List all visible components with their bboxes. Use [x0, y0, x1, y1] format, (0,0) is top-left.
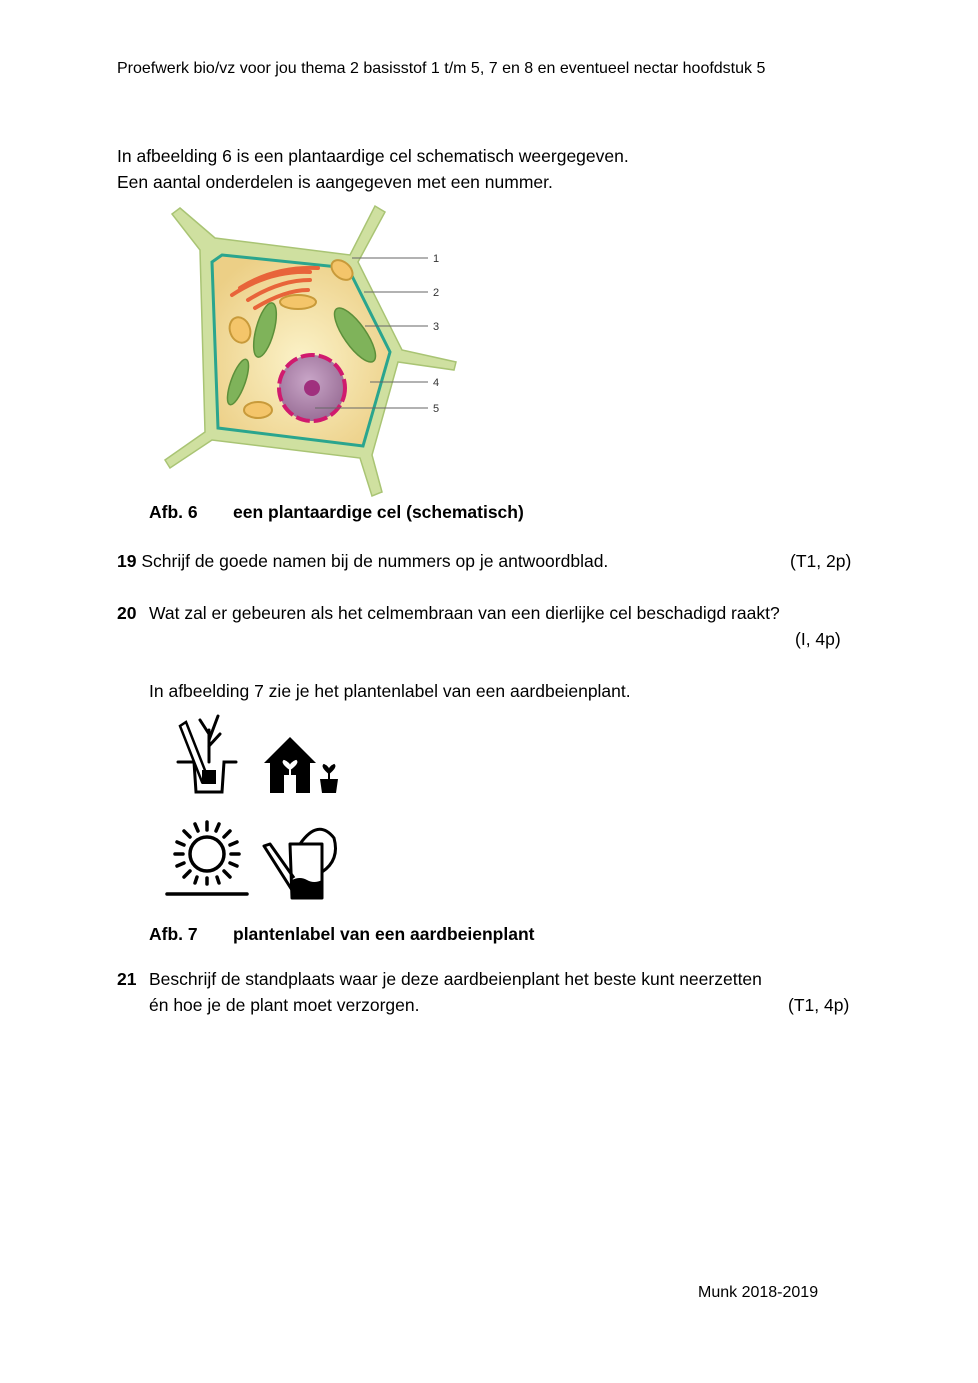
intro-line-2: Een aantal onderdelen is aangegeven met een nummer.: [117, 172, 553, 192]
figure6-title: een plantaardige cel (schematisch): [233, 502, 524, 522]
page-header: Proefwerk bio/vz voor jou thema 2 basisstof 1 t/m 5, 7 en 8 en eventueel nectar hoofdstuk 5: [117, 60, 766, 77]
question-20-text: Wat zal er gebeuren als het celmembraan van een dierlijke cel beschadigd raakt?: [149, 603, 780, 623]
question-21-line-2: én hoe je de plant moet verzorgen.: [149, 995, 420, 1015]
label-5: 5: [433, 403, 440, 415]
page-footer: Munk 2018-2019: [698, 1284, 819, 1301]
question-20-points: (I, 4p): [795, 629, 841, 649]
figure7-title: plantenlabel van een aardbeienplant: [233, 924, 535, 944]
question-19-text: Schrijf de goede namen bij de nummers op je antwoordblad.: [141, 551, 609, 571]
question-21-line-1: Beschrijf de standplaats waar je deze aardbeienplant het beste kunt neerzetten: [149, 969, 762, 989]
nucleus: [279, 355, 345, 421]
question-21-number: 21: [117, 969, 137, 989]
question-20-number: 20: [117, 603, 137, 623]
figure7-caption: [149, 924, 534, 945]
planting-icon: [172, 712, 242, 796]
greenhouse-icon: [262, 733, 342, 795]
question-19-number: 19: [117, 551, 137, 571]
plant-cell-diagram: [160, 200, 460, 500]
label-4: 4: [433, 377, 440, 389]
intro-line-1: In afbeelding 6 is een plantaardige cel schematisch weergegeven.: [117, 146, 629, 166]
question-21-points: (T1, 4p): [788, 995, 850, 1015]
question-19: [117, 551, 608, 572]
label-2: 2: [433, 287, 440, 299]
question-19-points: (T1, 2p): [790, 551, 852, 571]
label-1: 1: [433, 253, 440, 265]
figure7-intro: In afbeelding 7 zie je het plantenlabel van een aardbeienplant.: [149, 681, 631, 701]
sun-icon: [165, 818, 249, 898]
figure6-number: Afb. 6: [149, 502, 198, 522]
watering-can-icon: [260, 820, 342, 902]
label-3: 3: [433, 321, 440, 333]
figure7-number: Afb. 7: [149, 924, 198, 944]
figure6-caption: [149, 502, 524, 523]
